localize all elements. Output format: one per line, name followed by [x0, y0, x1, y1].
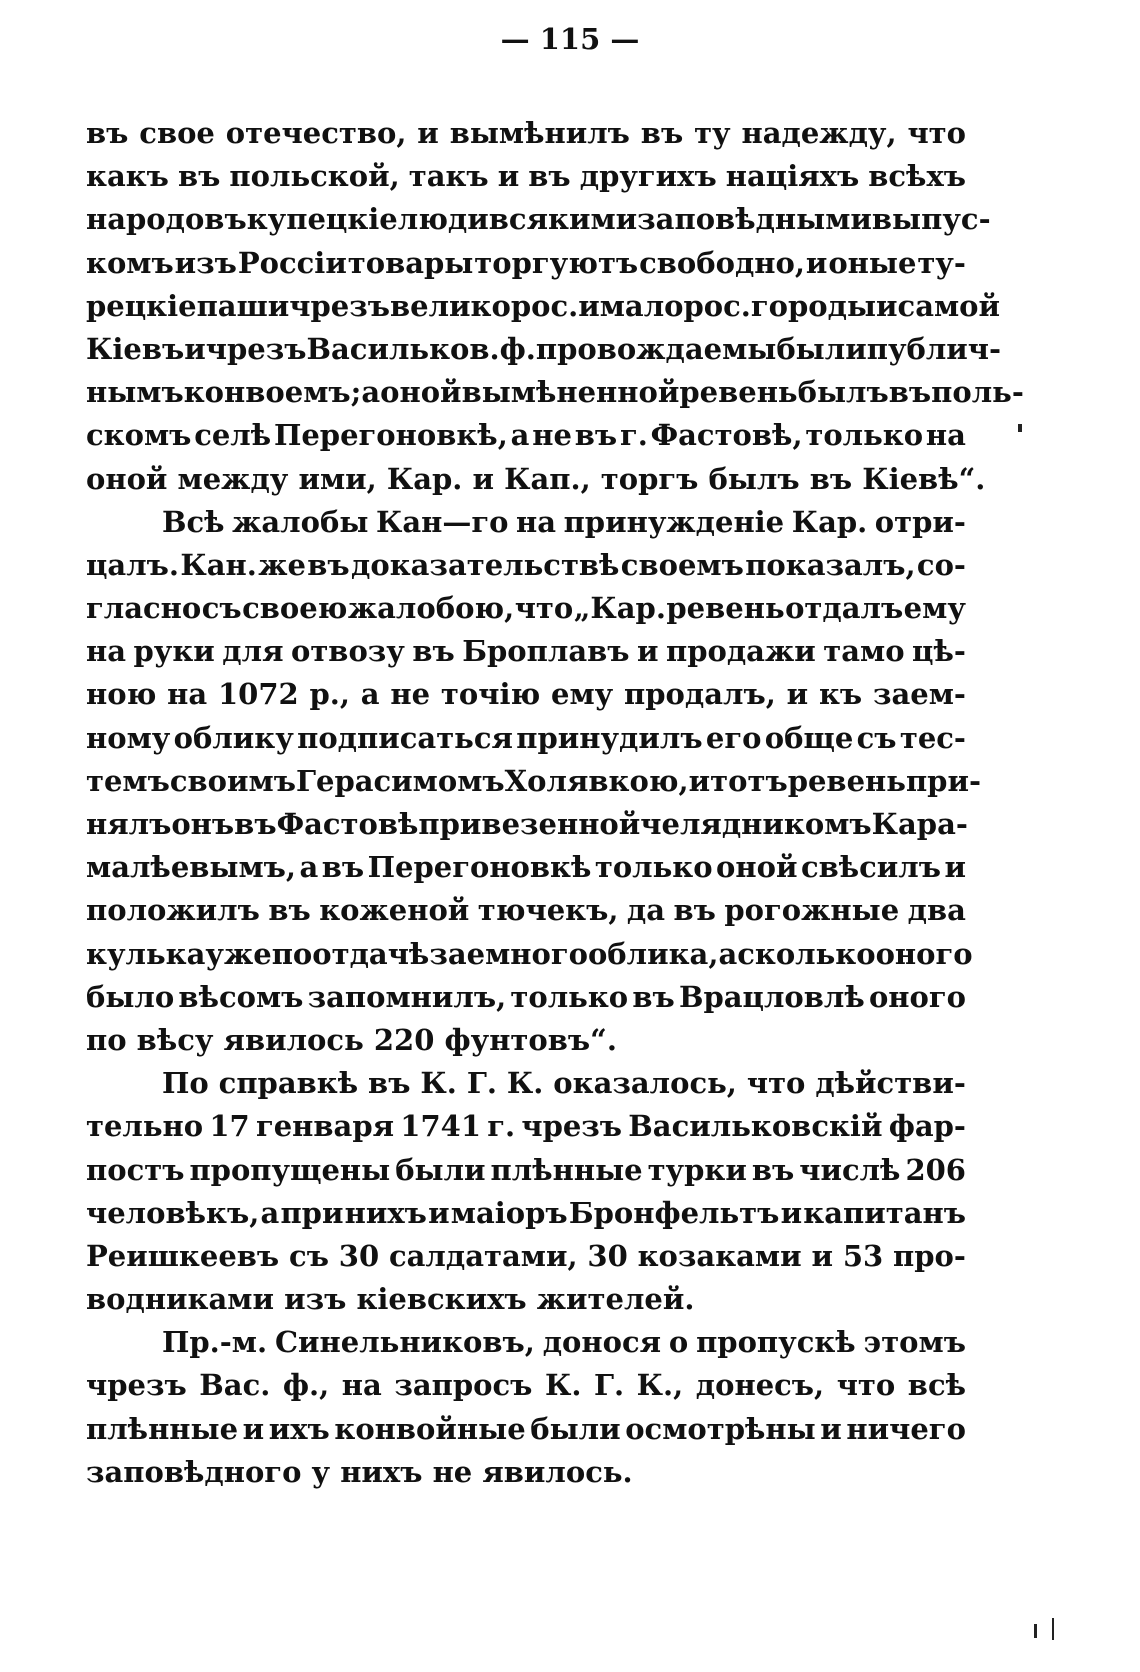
word: на	[86, 634, 127, 669]
word: въ	[809, 461, 863, 496]
text-line	[86, 1364, 966, 1407]
word: Кап.,	[504, 461, 601, 496]
word: а	[260, 1195, 280, 1230]
word: уже	[205, 936, 272, 971]
word: темъ	[86, 763, 170, 798]
word: въ	[368, 1066, 411, 1101]
word: было	[86, 979, 175, 1014]
word: оной	[716, 850, 798, 885]
word: ревень	[787, 763, 906, 798]
word: только	[510, 979, 629, 1014]
word: съ	[201, 591, 242, 626]
word: 30	[587, 1238, 628, 1273]
word: торгуютъ	[474, 245, 639, 280]
word: и	[780, 1195, 803, 1230]
word: этомъ	[863, 1325, 966, 1360]
word: ему	[903, 591, 966, 626]
word: ничего	[846, 1411, 966, 1446]
word: оной	[86, 461, 178, 496]
word: отвозу	[290, 634, 405, 669]
text-line	[86, 933, 973, 976]
text-line	[86, 285, 1001, 328]
word: „Кар.	[573, 591, 666, 626]
word: и	[786, 677, 809, 712]
word: жителей.	[536, 1282, 695, 1317]
word: всѣхъ	[868, 159, 966, 194]
word: отдалъ	[785, 591, 904, 626]
page-number: — 115 —	[500, 22, 640, 56]
word: тельно	[86, 1109, 204, 1144]
word: осмотрѣны	[625, 1411, 816, 1446]
word: были	[530, 1411, 621, 1446]
word: по	[86, 1022, 137, 1057]
word: свѣсилъ	[800, 850, 941, 885]
text-line	[86, 1321, 966, 1364]
word: а	[360, 677, 380, 712]
word: облику	[173, 720, 294, 755]
word: конвойные	[334, 1411, 526, 1446]
word: на	[167, 677, 208, 712]
word: К.	[420, 1066, 457, 1101]
word: человѣкъ,	[86, 1195, 260, 1230]
word: принужденіе	[563, 504, 785, 539]
text-line	[86, 242, 966, 285]
word: своимъ	[169, 763, 296, 798]
word: пропускѣ	[696, 1325, 856, 1360]
word: къ	[818, 677, 863, 712]
word: жалобы	[232, 504, 369, 539]
word: Кар.	[791, 504, 868, 539]
word: въ	[177, 159, 221, 194]
word: тючекъ,	[477, 893, 619, 928]
word: и	[876, 288, 898, 323]
text-line	[86, 717, 966, 760]
word: оного	[868, 979, 966, 1014]
word: Г.	[466, 1066, 497, 1101]
word: провождаемы	[535, 331, 777, 366]
text-line	[86, 328, 1002, 371]
text-line	[86, 501, 966, 544]
word: К.,	[636, 1368, 684, 1403]
word: кіевскихъ	[356, 1282, 537, 1317]
word: ною	[86, 677, 157, 712]
word: Фастовѣ,	[650, 418, 803, 453]
word: какъ	[86, 159, 169, 194]
word: малорос.	[599, 288, 751, 323]
word: и	[820, 1411, 842, 1446]
word: чрезъ	[205, 331, 307, 366]
word: точію	[440, 677, 541, 712]
text-line	[86, 1105, 966, 1148]
word: что	[907, 116, 966, 150]
word: маіоръ	[450, 1195, 568, 1230]
word: гласно	[86, 591, 202, 626]
word: ту	[694, 116, 731, 150]
word: и	[242, 1411, 265, 1446]
text-line	[86, 976, 966, 1019]
word: показалъ,	[745, 547, 916, 582]
word: а	[510, 418, 530, 453]
word: турки	[647, 1152, 747, 1187]
word: руки	[133, 634, 215, 669]
word: ф.,	[282, 1368, 330, 1403]
word: скомъ	[86, 418, 192, 453]
word: былъ	[708, 461, 810, 496]
word: да	[626, 893, 666, 928]
word: въ	[640, 116, 684, 150]
word: отечество,	[225, 116, 407, 150]
word: для	[222, 634, 284, 669]
word: между	[177, 461, 299, 496]
text-line	[86, 673, 966, 716]
word: явилось.	[482, 1454, 633, 1489]
word: справкѣ	[218, 1066, 359, 1101]
text-line	[86, 1192, 966, 1235]
word: въ	[574, 418, 618, 453]
word: въ	[86, 116, 129, 150]
word: выпус-	[871, 202, 991, 237]
word: Бронфельтъ	[568, 1195, 780, 1230]
word: продалъ,	[624, 677, 776, 712]
word: водниками	[86, 1282, 285, 1317]
word: отдачѣ	[312, 936, 430, 971]
text-line	[86, 1062, 966, 1105]
word: тотъ	[710, 763, 788, 798]
word: о	[668, 1325, 689, 1360]
word: надежду,	[741, 116, 897, 150]
word: Вас.	[199, 1368, 271, 1403]
word: чрезъ	[521, 1109, 623, 1144]
word: положилъ	[86, 893, 260, 928]
word: ревень	[666, 591, 785, 626]
text-line	[86, 803, 966, 846]
word: ф.	[499, 331, 536, 366]
word: коженой	[319, 893, 470, 928]
word: съ	[289, 1238, 329, 1273]
word: Фастовѣ	[276, 807, 419, 841]
word: онъ	[171, 807, 235, 841]
word: были	[776, 331, 867, 366]
word: постъ	[86, 1152, 185, 1187]
word: обще	[764, 720, 854, 755]
word: Кара-	[871, 807, 968, 841]
word: нымъ	[86, 375, 184, 410]
word: цалъ.	[86, 547, 180, 582]
word: у	[311, 1454, 341, 1489]
word: его	[705, 720, 762, 755]
word: такъ	[408, 159, 489, 194]
word: оной	[380, 375, 462, 410]
word: по	[271, 936, 313, 971]
text-line	[86, 1451, 966, 1494]
word: Врацловлѣ	[678, 979, 865, 1014]
word: и	[811, 1238, 833, 1273]
word: селѣ	[194, 418, 272, 453]
word: свое	[139, 116, 215, 150]
word: торгъ	[600, 461, 709, 496]
scan-speck	[1034, 1624, 1037, 1638]
text-line	[86, 1149, 966, 1192]
word: и	[578, 288, 600, 323]
word: По	[162, 1066, 209, 1101]
word: и	[428, 1195, 450, 1230]
text-line	[86, 414, 966, 457]
word: ихъ	[268, 1411, 330, 1446]
word: малѣевымъ,	[86, 850, 297, 885]
word: всѣ	[907, 1368, 966, 1403]
word: изъ	[284, 1282, 357, 1317]
word: подписаться	[297, 720, 513, 755]
word: генваря	[255, 1109, 395, 1144]
word: оные	[828, 245, 917, 280]
word: былъ	[797, 375, 889, 410]
word: не	[390, 677, 431, 712]
word: націяхъ	[725, 159, 860, 194]
word: въ	[751, 1152, 795, 1187]
word: что	[514, 591, 574, 626]
text-line	[86, 630, 966, 673]
word: запросъ	[394, 1368, 533, 1403]
word: вымѣненной	[461, 375, 680, 410]
text-line	[86, 544, 966, 587]
word: челядникомъ	[640, 807, 872, 841]
word: заем-	[872, 677, 966, 712]
word: г.	[619, 418, 648, 453]
word: Кан.	[180, 547, 257, 582]
word: вѣсомъ	[178, 979, 304, 1014]
word: р.,	[309, 677, 350, 712]
word: нялъ	[86, 807, 172, 841]
word: Кар.	[386, 461, 473, 496]
body-text	[86, 112, 1024, 1494]
word: облика,	[587, 936, 719, 971]
word: Россіи	[237, 245, 347, 280]
word: въ	[632, 979, 675, 1014]
word: плѣнные	[86, 1411, 239, 1446]
word: ному	[86, 720, 171, 755]
word: оного	[875, 936, 973, 971]
word: 53	[842, 1238, 884, 1273]
word: въ	[321, 850, 365, 885]
word: Пр.-м.	[162, 1325, 268, 1360]
word: великорос.	[389, 288, 579, 323]
word: отри-	[874, 504, 966, 539]
word: при-	[905, 763, 981, 798]
scan-speck	[1018, 424, 1022, 432]
word: городы	[750, 288, 877, 323]
word: при	[280, 1195, 344, 1230]
word: доказательствѣ	[351, 547, 620, 582]
word: ему	[551, 677, 614, 712]
word: что	[836, 1368, 896, 1403]
word: Васильковскій	[628, 1109, 883, 1144]
word: г.	[487, 1109, 516, 1144]
word: чрезъ	[86, 1368, 187, 1403]
word: и	[805, 245, 828, 280]
word: всякими	[488, 202, 638, 237]
word: въ	[888, 375, 932, 410]
word: паши	[196, 288, 290, 323]
text-line	[86, 1278, 966, 1321]
word: нихъ	[340, 1454, 433, 1489]
word: 206	[905, 1152, 966, 1187]
word: и	[944, 850, 966, 885]
word: въ	[412, 634, 455, 669]
word: товары	[347, 245, 474, 280]
word: цѣ-	[912, 634, 966, 669]
word: сколько	[737, 936, 876, 971]
word: Кіевѣ“.	[862, 461, 986, 496]
word: Броплавъ	[462, 634, 630, 669]
word: донесъ,	[695, 1368, 825, 1403]
word: въ	[307, 547, 350, 582]
word: заповѣдными	[637, 202, 872, 237]
word: ими,	[298, 461, 387, 496]
word: ту-	[917, 245, 966, 280]
word: изъ	[174, 245, 237, 280]
word: публич-	[866, 331, 1002, 366]
word: Перегоновкѣ	[367, 850, 592, 885]
text-line	[86, 1235, 966, 1278]
word: дѣйстви-	[815, 1066, 966, 1101]
word: комъ	[86, 245, 174, 280]
word: 17	[209, 1109, 250, 1144]
word: Герасимомъ	[295, 763, 505, 798]
scan-speck	[1052, 1618, 1054, 1640]
text-line	[86, 1019, 966, 1062]
word: Синельниковъ,	[274, 1325, 535, 1360]
word: на	[516, 504, 557, 539]
word: Васильков.	[306, 331, 500, 366]
text-line	[86, 155, 966, 198]
text-line	[86, 198, 991, 241]
word: въ	[528, 159, 571, 194]
word: только	[805, 418, 924, 453]
text-line	[86, 760, 981, 803]
word: своею	[242, 591, 348, 626]
word: и	[417, 116, 439, 150]
text-line	[86, 458, 986, 501]
word: плѣнные	[490, 1152, 643, 1187]
word: кулька	[86, 936, 206, 971]
word: а	[299, 850, 319, 885]
word: на	[925, 418, 966, 453]
word: ревень	[679, 375, 798, 410]
word: 220	[373, 1022, 445, 1057]
word: люди	[397, 202, 489, 237]
word: въ	[234, 807, 277, 841]
word: явилось	[223, 1022, 374, 1057]
text-line	[86, 587, 966, 630]
word: другихъ	[579, 159, 717, 194]
word: К.	[506, 1066, 544, 1101]
word: въ	[673, 893, 716, 928]
word: Перегоновкѣ,	[273, 418, 508, 453]
word: заповѣдного	[86, 1454, 312, 1489]
word: Реишкеевъ	[86, 1238, 280, 1273]
word: только	[594, 850, 713, 885]
word: съ	[856, 720, 897, 755]
word: тес-	[899, 720, 966, 755]
word: два	[907, 893, 966, 928]
word: а	[718, 936, 738, 971]
word: что	[746, 1066, 806, 1101]
word: Всѣ	[162, 504, 225, 539]
word: фунтовъ“.	[444, 1022, 617, 1057]
word: Г.	[594, 1368, 625, 1403]
word: народовъ	[86, 202, 247, 237]
word: принудилъ	[516, 720, 703, 755]
word: а	[361, 375, 381, 410]
word: и	[688, 763, 711, 798]
word: вымѣнилъ	[449, 116, 630, 150]
word: козаками	[637, 1238, 802, 1273]
word: Холявкою,	[504, 763, 689, 798]
word: заемного	[429, 936, 588, 971]
word: салдатами,	[388, 1238, 578, 1273]
word: пропущены	[189, 1152, 391, 1187]
word: запомнилъ,	[307, 979, 507, 1014]
word: Кан—го	[375, 504, 509, 539]
word: и	[184, 331, 206, 366]
word: со-	[916, 547, 966, 582]
text-line	[86, 1408, 966, 1451]
word: нихъ	[344, 1195, 427, 1230]
word: не	[532, 418, 572, 453]
word: же	[258, 547, 306, 582]
word: и	[637, 634, 659, 669]
word: вѣсу	[136, 1022, 224, 1057]
word: купецкіе	[246, 202, 398, 237]
word: поль-	[931, 375, 1024, 410]
word: и	[472, 461, 505, 496]
word: жалобою,	[347, 591, 515, 626]
word: свободно,	[639, 245, 805, 280]
word: своемъ	[620, 547, 744, 582]
word: и	[497, 159, 520, 194]
word: конвоемъ;	[183, 375, 362, 410]
word: польской,	[229, 159, 400, 194]
word: фар-	[888, 1109, 966, 1144]
word: тамо	[823, 634, 905, 669]
word: рогожные	[724, 893, 900, 928]
word: 1741	[400, 1109, 481, 1144]
word: капитанъ	[803, 1195, 966, 1230]
text-line	[86, 889, 966, 932]
word: были	[395, 1152, 486, 1187]
word: на	[341, 1368, 382, 1403]
word: К.	[544, 1368, 582, 1403]
word: про-	[893, 1238, 966, 1273]
text-line	[86, 112, 966, 155]
word: 1072	[217, 677, 299, 712]
word: въ	[268, 893, 311, 928]
word: Кіевъ	[86, 331, 185, 366]
word: рецкіе	[86, 288, 197, 323]
word: чрезъ	[289, 288, 390, 323]
text-line	[86, 846, 966, 889]
word: оказалось,	[553, 1066, 737, 1101]
word: продажи	[666, 634, 816, 669]
word: самой	[897, 288, 1001, 323]
word: не	[432, 1454, 483, 1489]
word: числѣ	[799, 1152, 901, 1187]
word: привезенной	[418, 807, 641, 841]
word: 30	[338, 1238, 380, 1273]
text-line	[86, 371, 1024, 414]
word: донося	[542, 1325, 662, 1360]
